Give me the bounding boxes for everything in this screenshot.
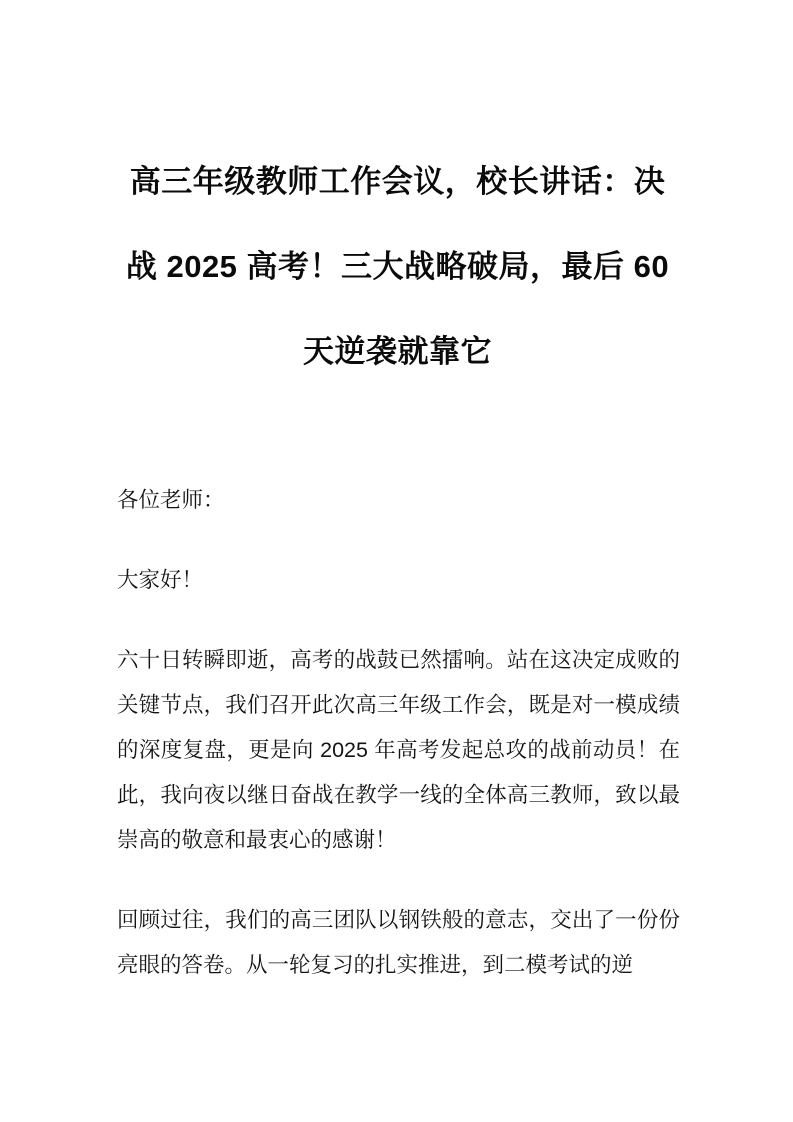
body-paragraph-2: 回顾过往，我们的高三团队以钢铁般的意志，交出了一份份亮眼的答卷。从一轮复习的扎实推进，到二模考试的逆 — [117, 908, 680, 977]
salutation-line: 各位老师： — [117, 488, 225, 512]
document-body — [117, 478, 680, 988]
body-paragraph-1: 六十日转瞬即逝，高考的战鼓已然擂响。站在这决定成败的关键节点，我们召开此次高三年级工作会，既是对一模成绩的深度复盘，更是向 2025 年高考发起总攻的战前动员！在此，我向夜以继日奋战在教学一线的全体高三教师，致以最崇高的敬意和最衷心的感谢！ — [117, 648, 680, 852]
page-title: 高三年级教师工作会议，校长讲话：决战 2025 高考！三大战略破局，最后 60 天逆袭就靠它 — [125, 163, 670, 369]
greeting-line: 大家好！ — [117, 568, 204, 592]
